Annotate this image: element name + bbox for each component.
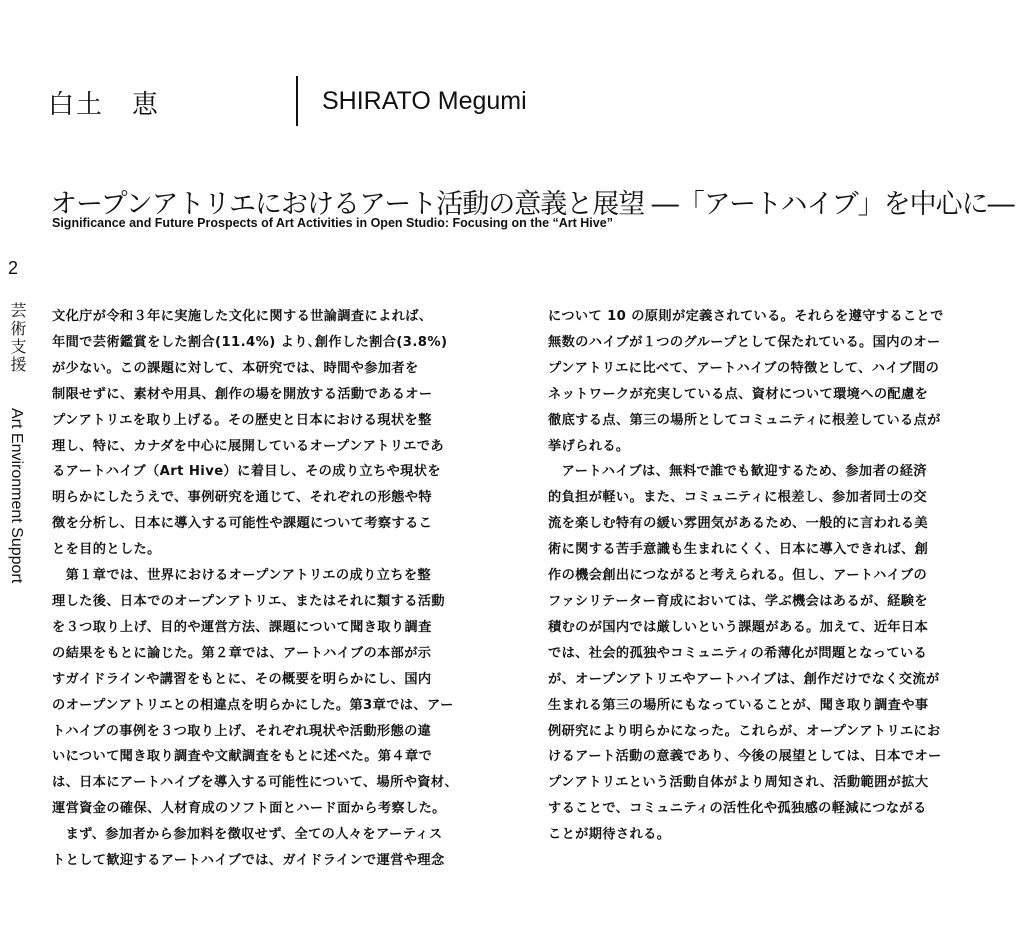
body-text-line: アートハイブは、無料で誰でも歓迎するため、参加者の経済 <box>548 464 927 480</box>
body-text-line: 積むのが国内では厳しいという課題がある。加えて、近年日本 <box>548 619 929 635</box>
body-text-line: 年間で芸術鑑賞をした割合(11.4%) より､創作した割合(3.8%) <box>52 334 448 350</box>
body-text-line: トハイブの事例を３つ取り上げ、それぞれ現状や活動形態の違 <box>52 723 432 739</box>
body-text-line: 理した後、日本でのオープンアトリエ、またはそれに類する活動 <box>52 593 445 609</box>
body-text-line: 例研究により明らかになった。これらが、オープンアトリエにお <box>548 723 941 739</box>
body-text-line: 第１章では、世界におけるオープンアトリエの成り立ちを整 <box>52 568 431 584</box>
body-text-line: を３つ取り上げ、目的や運営方法、課題について聞き取り調査 <box>52 619 432 635</box>
body-text-line: 徹底する点、第三の場所としてコミュニティに根差している点が <box>548 412 941 428</box>
author-name-en: SHIRATO Megumi <box>322 87 527 115</box>
paper-title-jp: オープンアトリエにおけるアート活動の意義と展望 ―「アートハイブ」を中心に― <box>50 189 1014 220</box>
body-text-line: 文化庁が令和３年に実施した文化に関する世論調査によれば、 <box>52 309 433 324</box>
body-text-line: 術に関する苦手意識も生まれにくく、日本に導入できれば、創 <box>548 542 929 558</box>
body-text-line: とを目的とした。 <box>52 542 161 558</box>
body-text-line: るアートハイブ（Art Hive）に着目し、その成り立ちや現状を <box>52 464 441 480</box>
paper-title-en: Significance and Future Prospects of Art Activities in Open Studio: Focusing on the “Art Hive” <box>52 216 613 230</box>
body-text-line: の結果をもとに論じた。第２章では、アートハイブの本部が示 <box>52 645 432 661</box>
author-name-jp: 白土 恵 <box>48 90 161 120</box>
body-text-line: について 10 の原則が定義されている。それらを遵守することで <box>548 309 944 324</box>
body-text-line: 挙げられる。 <box>548 438 630 454</box>
body-text-line: いについて聞き取り調査や文献調査をもとに述べた。第４章で <box>52 749 433 765</box>
section-label-jp: 芸術支援 <box>8 302 27 374</box>
body-text-line: 運営資金の確保、人材育成のソフト面とハード面から考察した。 <box>52 801 446 817</box>
author-divider <box>296 76 298 126</box>
body-column-left <box>52 304 510 874</box>
body-text-line: 無数のハイブが１つのグループとして保たれている。国内のオー <box>548 334 941 350</box>
body-text-line: まず、参加者から参加料を徴収せず、全ての人々をアーティス <box>52 827 443 843</box>
body-text-line: 制限せずに、素材や用具、創作の場を開放する活動であるオー <box>52 386 433 402</box>
body-text-line: が少ない。この課題に対して、本研究では、時間や参加者を <box>52 360 419 376</box>
body-text-line: けるアート活動の意義であり、今後の展望としては、日本でオー <box>548 749 942 765</box>
body-text-line: プンアトリエを取り上げる。その歴史と日本における現状を整 <box>52 412 432 428</box>
body-text-line: 的負担が軽い。また、コミュニティに根差し、参加者同士の交 <box>548 490 928 506</box>
body-text-line: では、社会的孤独やコミュニティの希薄化が問題となっている <box>548 645 928 661</box>
section-label-en: Art Environment Support <box>8 408 25 584</box>
body-text-line: すガイドラインや講習をもとに、その概要を明らかにし、国内 <box>52 671 432 687</box>
body-text-line: が、オープンアトリエやアートハイブは、創作だけでなく交流が <box>548 671 940 687</box>
body-text-line: 理し、特に、カナダを中心に展開しているオープンアトリエであ <box>52 438 444 454</box>
body-text-line: プンアトリエに比べて、アートハイブの特徴として、ハイブ間の <box>548 360 940 376</box>
body-column-right <box>548 304 1006 848</box>
body-text-line: 生まれる第三の場所にもなっていることが、聞き取り調査や事 <box>548 697 929 713</box>
body-text-line: 作の機会創出につながると考えられる。但し、アートハイブの <box>548 568 928 584</box>
body-text-line: 明らかにしたうえで、事例研究を通じて、それぞれの形態や特 <box>52 490 432 506</box>
body-text-line: ことが期待される。 <box>548 827 671 843</box>
body-text-line: プンアトリエという活動自体がより周知され、活動範囲が拡大 <box>548 775 929 791</box>
body-text-line: ファシリテーター育成においては、学ぶ機会はあるが、経験を <box>548 593 928 609</box>
body-text-line: は、日本にアートハイブを導入する可能性について、場所や資材、 <box>52 775 459 791</box>
page-number: 2 <box>8 258 19 278</box>
body-text-line: 徴を分析し、日本に導入する可能性や課題について考察するこ <box>52 516 433 532</box>
body-text-line: のオープンアトリエとの相違点を明らかにした。第3章では、アー <box>52 697 454 713</box>
body-text-line: トとして歓迎するアートハイブでは、ガイドラインで運営や理念 <box>52 853 445 869</box>
body-text-line: 流を楽しむ特有の緩い雰囲気があるため、一般的に言われる美 <box>548 516 928 532</box>
body-text-line: ネットワークが充実している点、資材について環境への配慮を <box>548 386 929 402</box>
body-text-line: することで、コミュニティの活性化や孤独感の軽減につながる <box>548 801 927 817</box>
